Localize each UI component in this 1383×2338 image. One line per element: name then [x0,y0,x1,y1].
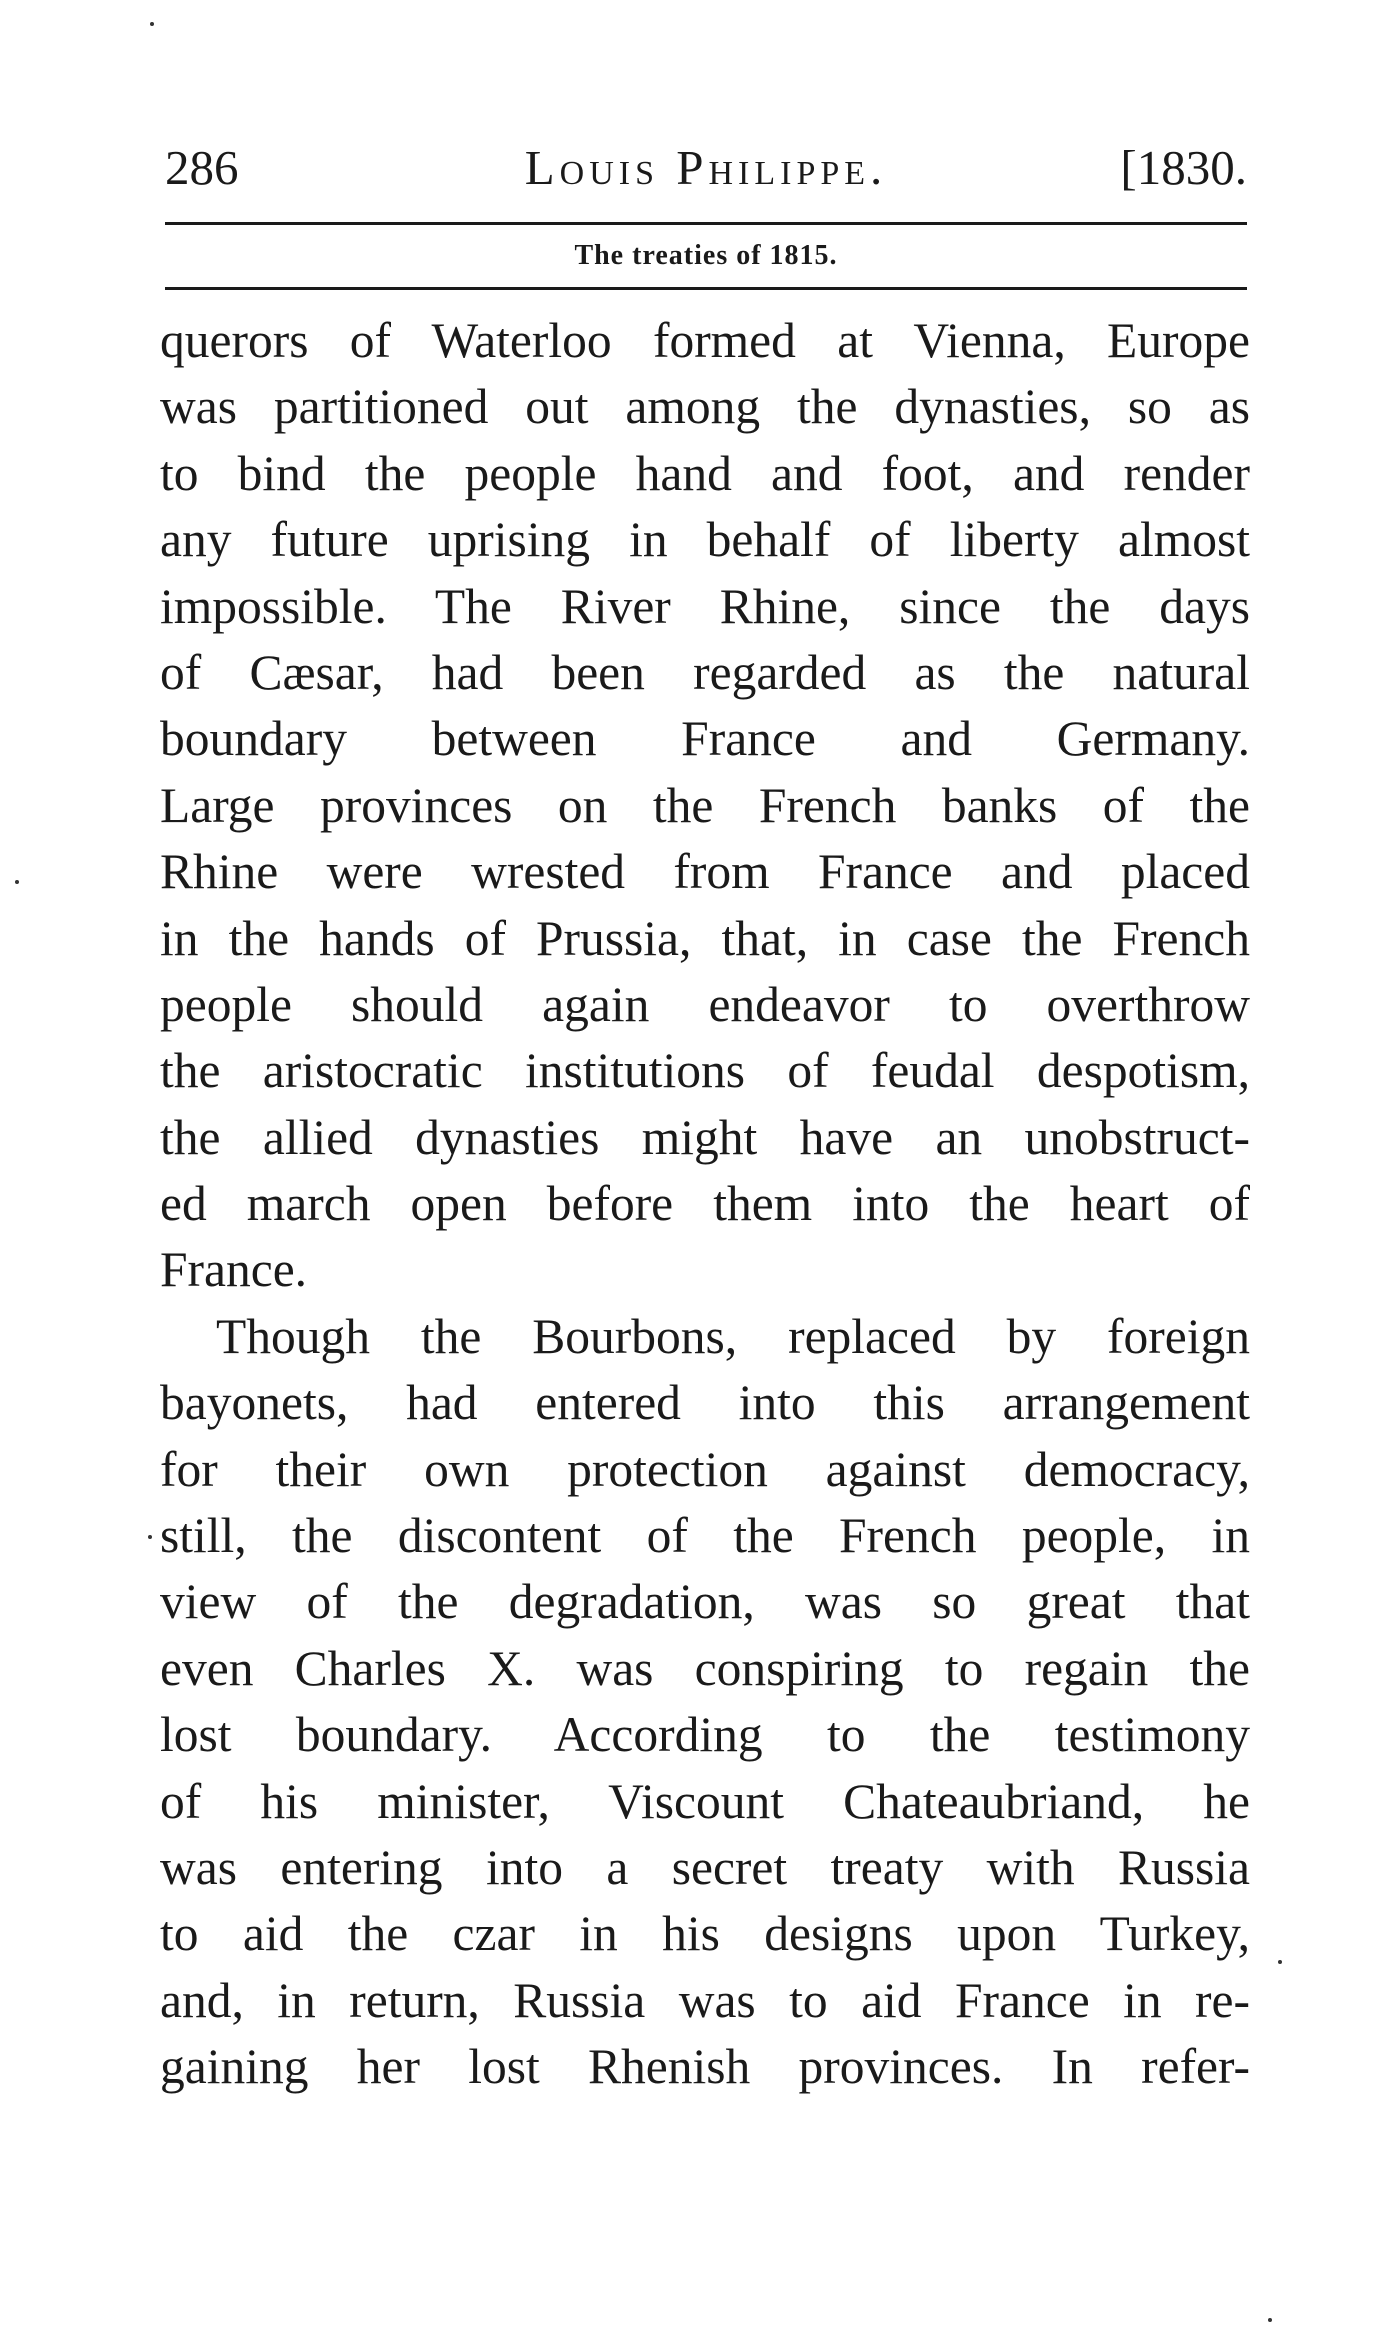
text-line: any future uprising in behalf of liberty almost [160,512,1250,568]
text-line: even Charles X. was conspiring to regain the [160,1640,1250,1696]
print-speck [1278,1960,1282,1964]
text-line: for their own protection against democracy, [160,1441,1250,1497]
text-line: the allied dynasties might have an unobstruct- [160,1109,1250,1165]
text-line: France. [160,1242,308,1298]
text-line: Rhine were wrested from France and placed [160,844,1250,900]
print-speck [15,880,19,884]
text-line: was partitioned out among the dynasties, so as [160,379,1250,435]
text-line: ed march open before them into the heart of [160,1176,1250,1232]
text-line: view of the degradation, was so great that [160,1574,1250,1630]
print-speck [148,1535,152,1539]
page-number: 286 [165,140,239,195]
text-line: the aristocratic institutions of feudal despotism, [160,1043,1250,1099]
body-text [160,308,1250,2101]
running-head [165,138,1247,198]
text-line: people should again endeavor to overthrow [160,976,1250,1032]
header-rule-top [165,222,1247,225]
header-rule-bottom [165,287,1247,290]
text-line: lost boundary. According to the testimony [160,1707,1250,1763]
text-line: was entering into a secret treaty with Russia [160,1839,1250,1895]
text-line: querors of Waterloo formed at Vienna, Europe [160,313,1250,368]
text-line: boundary between France and Germany. [160,711,1250,767]
text-line: Large provinces on the French banks of the [160,777,1250,833]
text-line: to bind the people hand and foot, and render [160,445,1250,501]
text-line: in the hands of Prussia, that, in case the French [160,910,1250,966]
text-line: of Cæsar, had been regarded as the natural [160,644,1250,700]
text-line: Though the Bourbons, replaced by foreign [216,1308,1250,1364]
text-line: to aid the czar in his designs upon Turkey, [160,1906,1250,1962]
print-speck [1268,2318,1272,2322]
section-subheading: The treaties of 1815. [574,240,838,271]
text-line: and, in return, Russia was to aid France in re- [160,1972,1250,2028]
text-line: bayonets, had entered into this arrangement [160,1375,1250,1431]
year-marker: [1830. [1120,140,1247,195]
print-speck [150,22,154,26]
text-line: impossible. The River Rhine, since the days [160,578,1250,634]
text-line: still, the discontent of the French people, in [160,1508,1250,1564]
book-title: Louis Philippe. [524,140,888,195]
text-line: of his minister, Viscount Chateaubriand, he [160,1773,1250,1829]
text-line: gaining her lost Rhenish provinces. In refer- [160,2039,1250,2095]
